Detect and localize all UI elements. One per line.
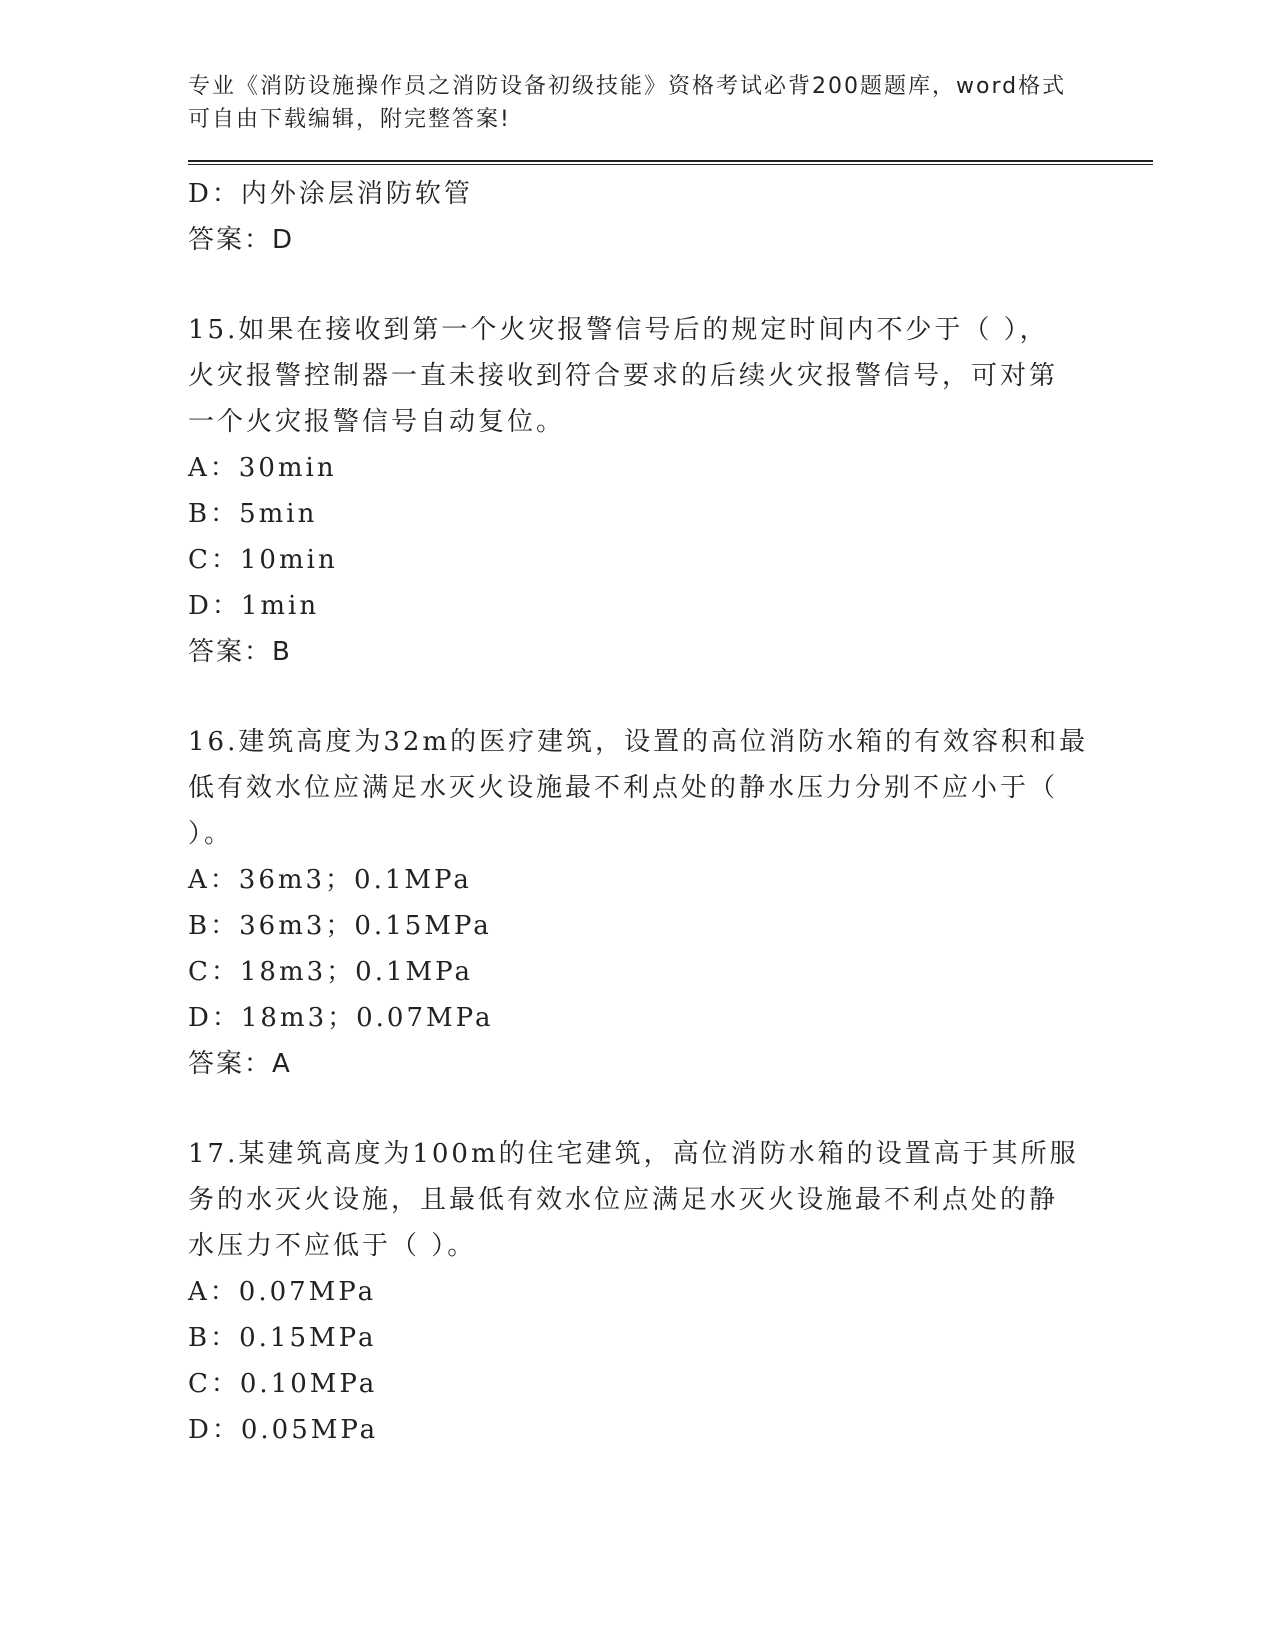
question-text-line: 火灾报警控制器一直未接收到符合要求的后续火灾报警信号，可对第 [188, 361, 1059, 391]
answer-line: 答案：D [188, 225, 295, 255]
answer-line: 答案：A [188, 1049, 292, 1079]
option-c: C：18m3；0.1MPa [188, 957, 473, 987]
question-16 [188, 719, 1089, 857]
option-c: C：10min [188, 545, 338, 575]
option-b: B：36m3；0.15MPa [188, 911, 492, 941]
spacer [188, 675, 1153, 719]
question-content [188, 171, 1153, 1453]
question-text-line: 16.建筑高度为32m的医疗建筑，设置的高位消防水箱的有效容积和最 [188, 727, 1089, 757]
option-a: A：30min [188, 453, 337, 483]
option-d: D：1min [188, 591, 320, 621]
header-divider [188, 160, 1153, 165]
question-text-line: 15.如果在接收到第一个火灾报警信号后的规定时间内不少于（ ）， [188, 315, 1049, 345]
answer-line: 答案：B [188, 637, 292, 667]
document-page [188, 70, 1153, 1453]
option-c: C：0.10MPa [188, 1369, 378, 1399]
spacer [188, 263, 1153, 307]
question-text-line: 水压力不应低于（ ）。 [188, 1231, 477, 1261]
spacer [188, 1087, 1153, 1131]
option-b: B：5min [188, 499, 318, 529]
question-17 [188, 1131, 1079, 1269]
question-text-line: 务的水灭火设施，且最低有效水位应满足水灭火设施最不利点处的静 [188, 1185, 1059, 1215]
question-text-line: 17.某建筑高度为100m的住宅建筑，高位消防水箱的设置高于其所服 [188, 1139, 1079, 1169]
option-a: A：36m3；0.1MPa [188, 865, 472, 895]
question-text-line: ）。 [188, 819, 234, 849]
question-text-line: 低有效水位应满足水灭火设施最不利点处的静水压力分别不应小于（ [188, 773, 1059, 803]
option-d: D：0.05MPa [188, 1415, 379, 1445]
option-b: B：0.15MPa [188, 1323, 377, 1353]
option-a: A：0.07MPa [188, 1277, 377, 1307]
question-15 [188, 307, 1068, 445]
option-d: D：18m3；0.07MPa [188, 1003, 494, 1033]
header-divider-inner [188, 164, 1153, 165]
document-header: 专业《消防设施操作员之消防设备初级技能》资格考试必背200题题库，word格式可自由下载编辑，附完整答案! [188, 74, 1067, 132]
question-text-line: 一个火灾报警信号自动复位。 [188, 407, 566, 437]
option-d: D：内外涂层消防软管 [188, 179, 473, 209]
